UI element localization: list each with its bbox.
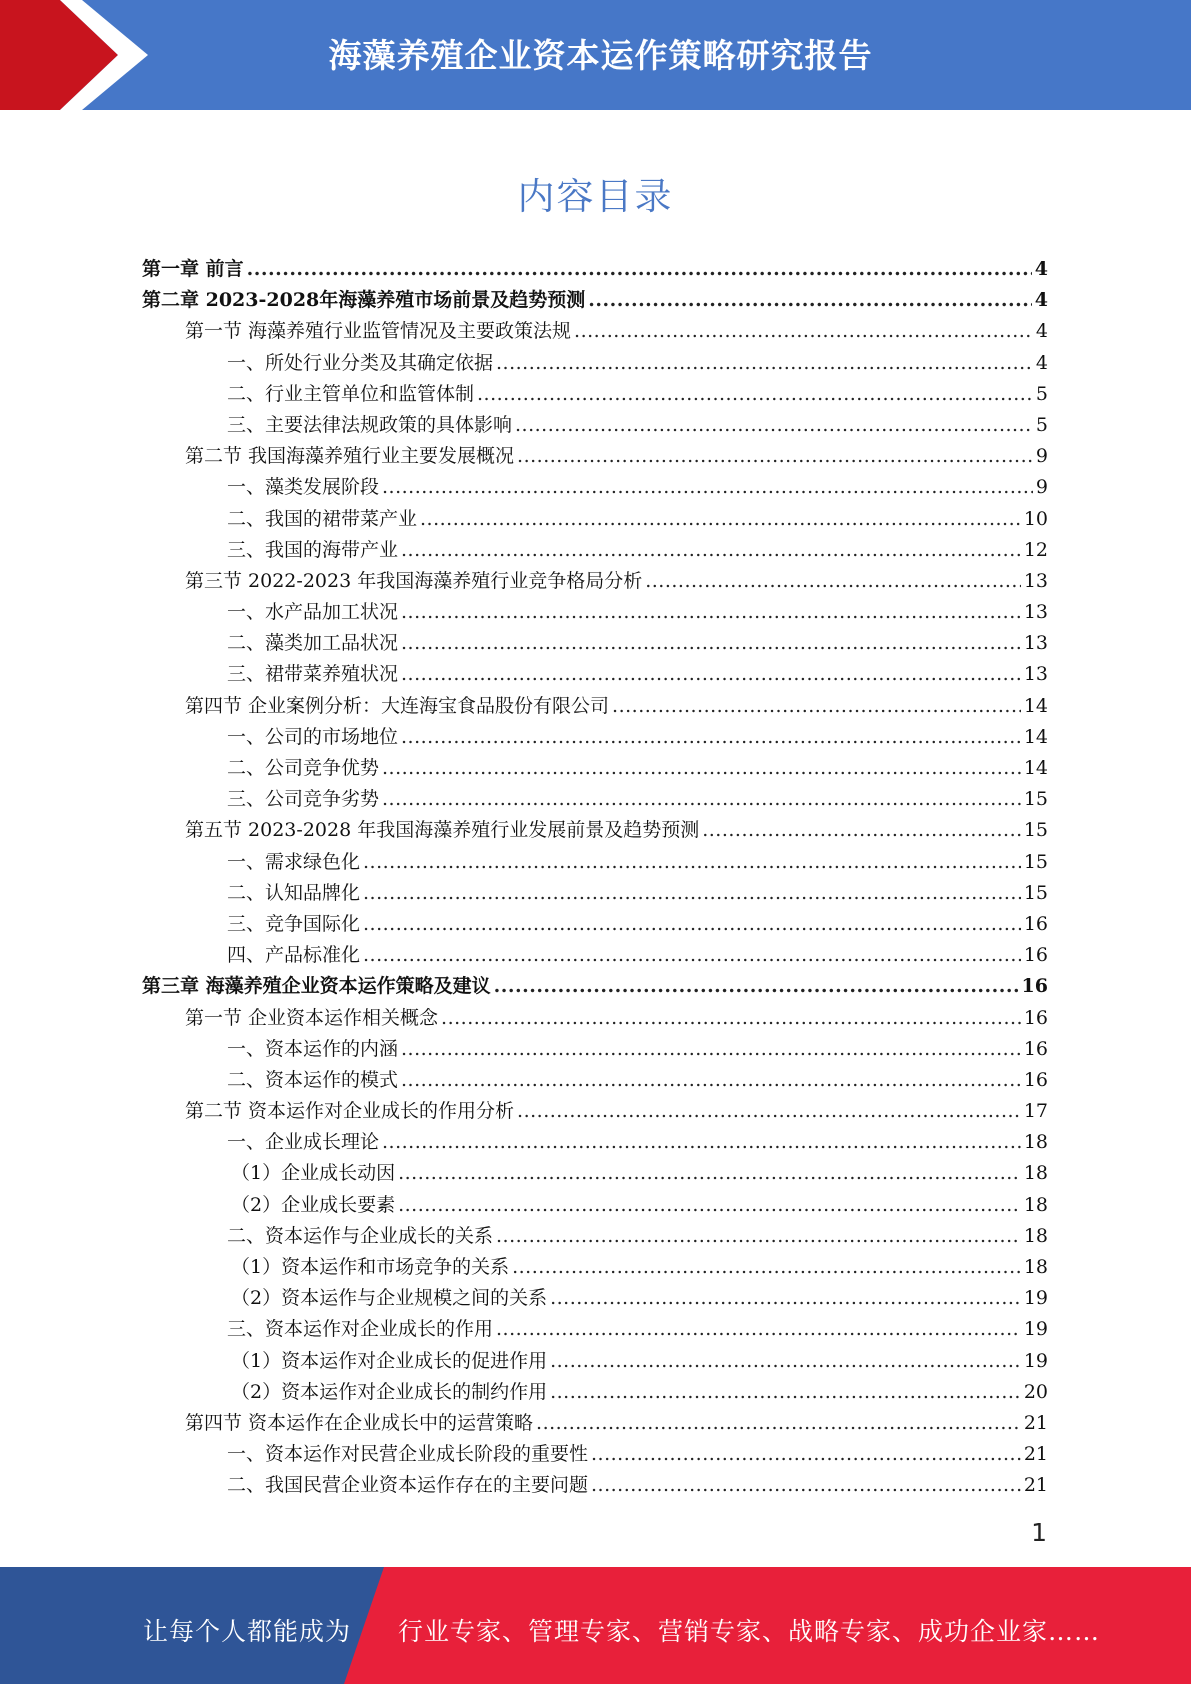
toc-dot-leader	[702, 815, 1021, 846]
toc-entry-page: 4	[1034, 258, 1048, 280]
toc-entry-page: 18	[1023, 1256, 1048, 1278]
toc-dot-leader	[645, 566, 1021, 597]
toc-dot-leader	[550, 1377, 1021, 1408]
toc-entry-page: 16	[1023, 1037, 1048, 1060]
toc-entry[interactable]	[142, 1252, 1048, 1283]
toc-entry-page: 4	[1034, 289, 1048, 312]
toc-entry-page: 13	[1023, 601, 1048, 624]
toc-entry[interactable]	[142, 659, 1048, 690]
toc-entry-label: 一、水产品加工状况	[227, 601, 399, 624]
toc-entry-page: 18	[1023, 1162, 1048, 1185]
toc-entry-label: 第五节 2023-2028 年我国海藻养殖行业发展前景及趋势预测	[185, 819, 700, 842]
toc-entry-page: 14	[1023, 725, 1048, 748]
toc-dot-leader	[401, 628, 1021, 659]
toc-entry-page: 15	[1023, 819, 1048, 842]
toc-entry[interactable]	[142, 753, 1048, 784]
toc-heading: 内容目录	[517, 175, 674, 218]
toc-dot-leader	[398, 1190, 1021, 1221]
toc-dot-leader	[494, 971, 1019, 1002]
toc-entry-page: 16	[1023, 944, 1048, 967]
toc-dot-leader	[363, 878, 1021, 909]
toc-dot-leader	[401, 1034, 1021, 1065]
toc-entry-label: 第四节 资本运作在企业成长中的运营策略	[185, 1411, 534, 1434]
toc-entry-page: 16	[1023, 1006, 1048, 1029]
toc-dot-leader	[247, 254, 1032, 285]
toc-dot-leader	[477, 379, 1033, 410]
toc-dot-leader	[517, 441, 1033, 472]
toc-entry-label: 一、资本运作的内涵	[227, 1037, 399, 1060]
toc-dot-leader	[515, 410, 1033, 441]
toc-dot-leader	[363, 909, 1021, 940]
toc-entry[interactable]	[142, 410, 1048, 441]
toc-entry[interactable]	[142, 379, 1048, 410]
toc-entry-label: （2）企业成长要素	[231, 1193, 396, 1216]
toc-dot-leader	[591, 1470, 1021, 1501]
toc-entry-label: 第三节 2022-2023 年我国海藻养殖行业竞争格局分析	[185, 569, 643, 592]
toc-dot-leader	[401, 1065, 1021, 1096]
toc-entry[interactable]	[142, 971, 1048, 1002]
toc-entry-label: 四、产品标准化	[227, 944, 361, 967]
toc-entry[interactable]	[142, 1034, 1048, 1065]
toc-dot-leader	[517, 1096, 1021, 1127]
toc-dot-leader	[536, 1408, 1021, 1439]
toc-entry-label: 三、竞争国际化	[227, 912, 361, 935]
toc-dot-leader	[591, 1439, 1021, 1470]
toc-entry-label: 三、公司竞争劣势	[227, 788, 380, 811]
toc-dot-leader	[496, 348, 1033, 379]
toc-entry-page: 13	[1023, 632, 1048, 655]
toc-entry-label: 三、资本运作对企业成长的作用	[227, 1318, 494, 1341]
toc-entry[interactable]	[142, 566, 1048, 597]
toc-entry-page: 14	[1023, 757, 1048, 779]
toc-dot-leader	[550, 1283, 1021, 1314]
toc-entry-label: 第一节 海藻养殖行业监管情况及主要政策法规	[185, 320, 572, 343]
toc-entry-label: 三、裙带菜养殖状况	[227, 663, 399, 686]
toc-dot-leader	[401, 659, 1021, 690]
toc-dot-leader	[382, 784, 1021, 815]
toc-entry-page: 4	[1035, 351, 1048, 374]
toc-entry-page: 16	[1023, 912, 1048, 935]
toc-entry-page: 17	[1023, 1100, 1048, 1123]
footer-slogan-left: 让每个人都能成为	[143, 1617, 352, 1646]
toc-entry-label: 二、我国民营企业资本运作存在的主要问题	[227, 1474, 589, 1497]
toc-entry-label: 第二节 资本运作对企业成长的作用分析	[185, 1100, 515, 1123]
toc-entry[interactable]	[142, 1065, 1048, 1096]
report-footer	[0, 1567, 1191, 1684]
toc-entry-page: 15	[1023, 881, 1048, 904]
toc-dot-leader	[550, 1346, 1021, 1377]
toc-entry-label: （1）资本运作和市场竞争的关系	[231, 1256, 510, 1278]
toc-entry[interactable]	[142, 441, 1048, 472]
toc-entry[interactable]	[142, 1096, 1048, 1127]
toc-dot-leader	[612, 691, 1021, 722]
toc-entry-page: 4	[1035, 320, 1048, 343]
toc-entry-page: 21	[1023, 1411, 1048, 1434]
toc-entry-label: 一、资本运作对民营企业成长阶段的重要性	[227, 1443, 589, 1466]
toc-entry-page: 10	[1023, 507, 1048, 530]
toc-entry[interactable]	[142, 1221, 1048, 1252]
toc-entry[interactable]	[142, 691, 1048, 722]
toc-entry-label: 一、需求绿色化	[227, 850, 361, 873]
toc-entry-page: 12	[1023, 538, 1048, 561]
toc-entry-page: 13	[1023, 663, 1048, 686]
toc-dot-leader	[382, 1127, 1021, 1158]
toc-entry[interactable]	[142, 1283, 1048, 1314]
table-of-contents	[142, 254, 1048, 1502]
toc-entry-label: 二、公司竞争优势	[227, 757, 380, 779]
toc-entry[interactable]	[142, 285, 1048, 316]
toc-entry-page: 19	[1023, 1287, 1048, 1310]
toc-entry-page: 21	[1023, 1474, 1048, 1497]
toc-dot-leader	[441, 1003, 1021, 1034]
toc-entry-label: （1）企业成长动因	[231, 1162, 396, 1185]
report-header	[0, 0, 1191, 110]
report-title: 海藻养殖企业资本运作策略研究报告	[328, 36, 873, 75]
toc-entry-page: 9	[1035, 476, 1048, 499]
toc-entry-label: 一、公司的市场地位	[227, 725, 399, 748]
toc-dot-leader	[382, 753, 1021, 784]
toc-dot-leader	[398, 1158, 1021, 1189]
toc-entry[interactable]	[142, 1190, 1048, 1221]
toc-dot-leader	[496, 1221, 1021, 1252]
toc-dot-leader	[588, 285, 1032, 316]
toc-entry-label: 三、我国的海带产业	[227, 538, 399, 561]
toc-entry[interactable]	[142, 815, 1048, 846]
toc-entry[interactable]	[142, 1377, 1048, 1408]
toc-entry-label: 第四节 企业案例分析：大连海宝食品股份有限公司	[185, 694, 610, 717]
toc-entry-label: 第三章 海藻养殖企业资本运作策略及建议	[142, 975, 491, 998]
toc-entry[interactable]	[142, 628, 1048, 659]
toc-dot-leader	[420, 504, 1021, 535]
toc-entry-page: 5	[1035, 413, 1048, 436]
toc-entry[interactable]	[142, 504, 1048, 535]
toc-entry-page: 19	[1023, 1318, 1048, 1341]
toc-entry-page: 18	[1023, 1193, 1048, 1216]
toc-entry-label: 二、资本运作的模式	[227, 1068, 399, 1091]
toc-entry[interactable]	[142, 847, 1048, 878]
toc-entry-label: 二、行业主管单位和监管体制	[227, 382, 475, 405]
toc-entry-label: （1）资本运作对企业成长的促进作用	[231, 1349, 548, 1372]
toc-entry-page: 13	[1023, 569, 1048, 592]
toc-entry-page: 5	[1035, 382, 1048, 405]
toc-entry[interactable]	[142, 254, 1048, 285]
page-number: 1	[1031, 1518, 1047, 1547]
toc-entry[interactable]	[142, 535, 1048, 566]
toc-entry-page: 15	[1023, 788, 1048, 811]
toc-entry[interactable]	[142, 909, 1048, 940]
toc-entry-page: 15	[1023, 850, 1048, 873]
toc-entry[interactable]	[142, 1003, 1048, 1034]
toc-entry-label: 二、我国的裙带菜产业	[227, 507, 418, 530]
toc-entry-label: （2）资本运作与企业规模之间的关系	[231, 1287, 548, 1310]
toc-entry[interactable]	[142, 1314, 1048, 1345]
toc-entry-label: 第一节 企业资本运作相关概念	[185, 1006, 439, 1029]
toc-entry-label: 第二节 我国海藻养殖行业主要发展概况	[185, 445, 515, 468]
toc-entry-page: 18	[1023, 1131, 1048, 1154]
toc-entry-label: 一、藻类发展阶段	[227, 476, 380, 499]
toc-entry-label: （2）资本运作对企业成长的制约作用	[231, 1380, 548, 1403]
toc-entry-label: 三、主要法律法规政策的具体影响	[227, 413, 513, 436]
toc-dot-leader	[401, 535, 1021, 566]
toc-entry-page: 21	[1023, 1443, 1048, 1466]
toc-entry[interactable]	[142, 1158, 1048, 1189]
toc-entry[interactable]	[142, 348, 1048, 379]
toc-entry-label: 第一章 前言	[142, 258, 244, 280]
toc-entry-page: 16	[1023, 1068, 1048, 1091]
toc-entry-label: 一、所处行业分类及其确定依据	[227, 351, 494, 374]
toc-dot-leader	[401, 722, 1021, 753]
toc-entry-page: 9	[1035, 445, 1048, 468]
toc-entry[interactable]	[142, 472, 1048, 503]
toc-entry-page: 14	[1023, 694, 1048, 717]
toc-dot-leader	[574, 316, 1033, 347]
toc-entry-page: 18	[1023, 1224, 1048, 1247]
footer-slogan-right: 行业专家、管理专家、营销专家、战略专家、成功企业家……	[398, 1617, 1101, 1646]
toc-entry[interactable]	[142, 878, 1048, 909]
toc-entry[interactable]	[142, 940, 1048, 971]
toc-entry-page: 20	[1023, 1380, 1048, 1403]
toc-entry[interactable]	[142, 722, 1048, 753]
toc-entry-label: 二、藻类加工品状况	[227, 632, 399, 655]
toc-dot-leader	[512, 1252, 1021, 1283]
toc-entry[interactable]	[142, 1439, 1048, 1470]
toc-entry[interactable]	[142, 597, 1048, 628]
toc-dot-leader	[382, 472, 1033, 503]
toc-dot-leader	[363, 847, 1021, 878]
toc-entry[interactable]	[142, 316, 1048, 347]
toc-entry-label: 二、认知品牌化	[227, 881, 361, 904]
toc-entry[interactable]	[142, 1470, 1048, 1501]
toc-dot-leader	[401, 597, 1021, 628]
toc-entry[interactable]	[142, 1346, 1048, 1377]
toc-entry-label: 第二章 2023-2028年海藻养殖市场前景及趋势预测	[142, 289, 586, 312]
toc-entry[interactable]	[142, 1408, 1048, 1439]
toc-entry[interactable]	[142, 1127, 1048, 1158]
toc-entry-label: 一、企业成长理论	[227, 1131, 380, 1154]
toc-dot-leader	[496, 1314, 1021, 1345]
toc-entry-label: 二、资本运作与企业成长的关系	[227, 1224, 494, 1247]
toc-entry-page: 16	[1021, 975, 1048, 998]
toc-entry[interactable]	[142, 784, 1048, 815]
toc-dot-leader	[363, 940, 1021, 971]
toc-entry-page: 19	[1023, 1349, 1048, 1372]
